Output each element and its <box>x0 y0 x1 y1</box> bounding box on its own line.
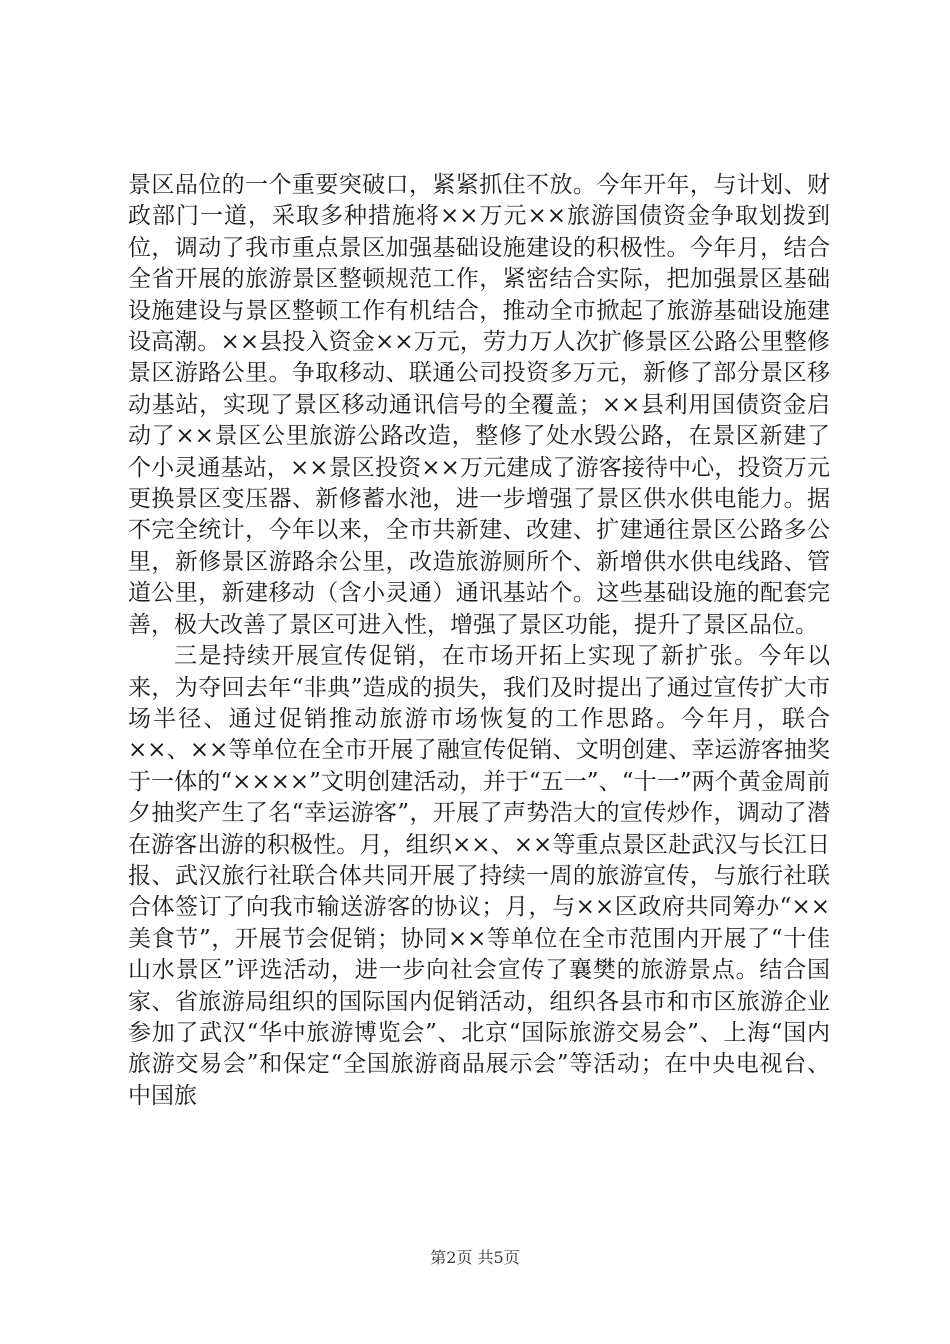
paragraph-1: 景区品位的一个重要突破口，紧紧抓住不放。今年开年，与计划、财政部门一道，采取多种措施将××万元××旅游国债资金争取划拨到位，调动了我市重点景区加强基础设施建设的积极性。今年月，结合全省开展的旅游景区整顿规范工作，紧密结合实际，把加强景区基础设施建设与景区整顿工作有机结合，推动全市掀起了旅游基础设施建设高潮。××县投入资金××万元，劳力万人次扩修景区公路公里整修景区游路公里。争取移动、联通公司投资多万元，新修了部分景区移动基站，实现了景区移动通讯信号的全覆盖；××县利用国债资金启动了××景区公里旅游公路改造，整修了处水毁公路，在景区新建了个小灵通基站，××景区投资××万元建成了游客接待中心，投资万元更换景区变压器、新修蓄水池，进一步增强了景区供水供电能力。据不完全统计，今年以来，全市共新建、改建、扩建通往景区公路多公里，新修景区游路余公里，改造旅游厕所个、新增供水供电线路、管道公里，新建移动（含小灵通）通讯基站个。这些基础设施的配套完善，极大改善了景区可进入性，增强了景区功能，提升了景区品位。 <box>128 172 830 638</box>
document-body <box>128 170 830 1112</box>
paragraph-2: 三是持续开展宣传促销，在市场开拓上实现了新扩张。今年以来，为夺回去年“非典”造成的损失，我们及时提出了通过宣传扩大市场半径、通过促销推动旅游市场恢复的工作思路。今年月，联合××、××等单位在全市开展了融宣传促销、文明创建、幸运游客抽奖于一体的“××××”文明创建活动，并于“五一”、“十一”两个黄金周前夕抽奖产生了名“幸运游客”，开展了声势浩大的宣传炒作，调动了潜在游客出游的积极性。月，组织××、××等重点景区赴武汉与长江日报、武汉旅行社联合体共同开展了持续一周的旅游宣传，与旅行社联合体签订了向我市输送游客的协议；月，与××区政府共同筹办“××美食节”，开展节会促销；协同××等单位在全市范围内开展了“十佳山水景区”评选活动，进一步向社会宣传了襄樊的旅游景点。结合国家、省旅游局组织的国际国内促销活动，组织各县市和市区旅游企业参加了武汉“华中旅游博览会”、北京“国际旅游交易会”、上海“国内旅游交易会”和保定“全国旅游商品展示会”等活动；在中央电视台、中国旅 <box>128 643 830 1109</box>
page-footer: 第2页 共5页 <box>430 1248 520 1267</box>
